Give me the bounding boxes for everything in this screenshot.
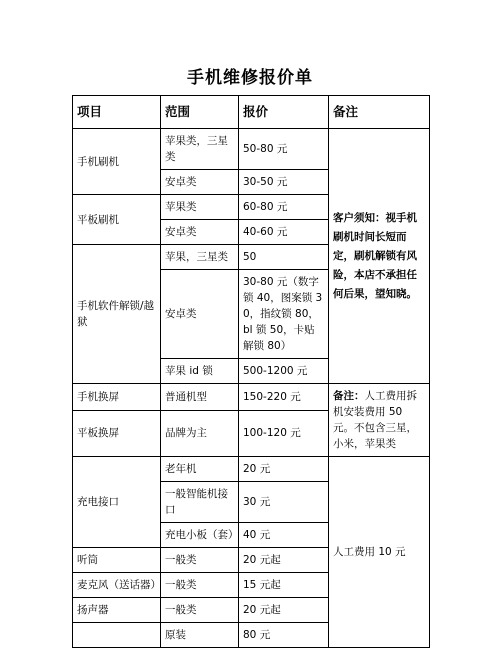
- page-title: 手机维修报价单: [187, 68, 313, 88]
- price-cell: 15 元起: [239, 573, 329, 598]
- item-cell: 手机刷机: [73, 129, 161, 195]
- scope-cell: 充电小板（套）: [161, 523, 239, 548]
- price-cell: 40 元: [239, 523, 329, 548]
- scope-cell: 普通机型: [161, 384, 239, 411]
- price-cell: 80 元: [239, 623, 329, 648]
- scope-cell: 苹果 id 锁: [161, 359, 239, 384]
- item-cell: 听筒: [73, 548, 161, 573]
- item-cell: 平板换屏: [73, 410, 161, 456]
- price-cell: 150-220 元: [239, 384, 329, 411]
- price-cell: 60-80 元: [239, 195, 329, 220]
- price-cell: 50-80 元: [239, 129, 329, 170]
- item-cell: 扬声器: [73, 598, 161, 623]
- scope-cell: 一般类: [161, 548, 239, 573]
- price-cell: 20 元起: [239, 598, 329, 623]
- scope-cell: 苹果类，三星类: [161, 129, 239, 170]
- scope-cell: 一般智能机接口: [161, 482, 239, 523]
- header-scope: 范围: [161, 96, 239, 129]
- scope-cell: 原装: [161, 623, 239, 648]
- header-item: 项目: [73, 96, 161, 129]
- scope-cell: 一般类: [161, 573, 239, 598]
- scope-cell: 品牌为主: [161, 410, 239, 456]
- item-cell: 麦克风（送话器）: [73, 573, 161, 598]
- scope-cell: 安卓类: [161, 170, 239, 195]
- item-cell: 充电接口: [73, 457, 161, 548]
- price-cell: 20 元: [239, 457, 329, 482]
- customer-notice: 客户须知：视手机刷机时间长短而定，刷机解锁有风险，本店不承担任何后果，望知晓。: [329, 129, 430, 384]
- labor-note-text: 人工费用拆机安装费用 50 元。不包含三星，小米，苹果类: [333, 390, 417, 450]
- scope-cell: 老年机: [161, 457, 239, 482]
- scope-cell: 安卓类: [161, 220, 239, 245]
- price-cell: 100-120 元: [239, 410, 329, 456]
- item-cell: 手机换屏: [73, 384, 161, 411]
- price-cell: 50: [239, 245, 329, 270]
- price-cell: 40-60 元: [239, 220, 329, 245]
- header-price: 报价: [239, 96, 329, 129]
- labor-fee-note: 人工费用 10 元: [329, 457, 430, 648]
- item-cell: 平板刷机: [73, 195, 161, 245]
- table-header-row: [73, 96, 430, 129]
- table-row: [73, 457, 430, 482]
- price-cell: 30 元: [239, 482, 329, 523]
- price-cell: 30-80 元（数字锁 40，图案锁 30，指纹锁 80，bl 锁 50，卡贴解锁 80）: [239, 270, 329, 359]
- item-cell: [73, 623, 161, 648]
- labor-note: [329, 384, 430, 457]
- header-note: 备注: [329, 96, 430, 129]
- scope-cell: 一般类: [161, 598, 239, 623]
- scope-cell: 苹果，三星类: [161, 245, 239, 270]
- table-row: [73, 384, 430, 411]
- price-cell: 30-50 元: [239, 170, 329, 195]
- item-cell: 手机软件解锁/越狱: [73, 245, 161, 384]
- labor-note-label: 备注：: [333, 390, 365, 402]
- table-row: [73, 129, 430, 170]
- price-table: [72, 95, 430, 648]
- scope-cell: 苹果类: [161, 195, 239, 220]
- price-cell: 20 元起: [239, 548, 329, 573]
- price-cell: 500-1200 元: [239, 359, 329, 384]
- scope-cell: 安卓类: [161, 270, 239, 359]
